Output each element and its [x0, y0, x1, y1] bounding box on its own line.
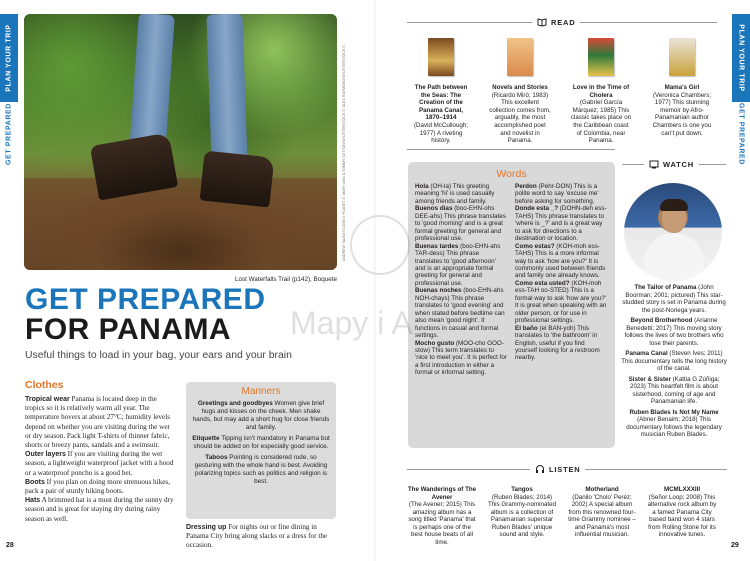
gutter [374, 0, 376, 561]
film-item: Panama Canal (Steven Ives; 2011) This documentary tells the long history of the canal. [621, 350, 727, 372]
words-heading: Words [496, 168, 527, 180]
headphones-icon [535, 464, 545, 474]
page-title-line2: FOR PANAMA [25, 313, 232, 346]
clothes-item: Outer layers If you are visiting during the wet season, a lightweight waterproof jacket with a hood or a waterproof poncho is a good bet. [25, 450, 174, 477]
book-cover [507, 38, 533, 76]
hiking-boots-photo [24, 14, 337, 270]
words-column-1 [415, 183, 508, 377]
page-subtitle: Useful things to load in your bag, your ears and your brain [25, 350, 292, 361]
manners-box [186, 382, 336, 519]
clothes-section [25, 379, 177, 524]
tailor-of-panama-photo [624, 183, 722, 281]
photo-caption: Lost Waterfalls Trail (p142), Boquete [235, 276, 337, 283]
clothes-heading: Clothes [25, 379, 64, 391]
photo-leg-right [206, 14, 247, 165]
page-number-left: 28 [6, 542, 14, 549]
phrase-item: Hola (OH-la) This greeting meaning 'hi' is used casually among friends and family. [415, 183, 495, 205]
phrase-item: Perdon (Pehr-DON) This is a polite word to say 'excuse me' before asking for something. [515, 183, 599, 205]
read-divider [407, 149, 615, 150]
album-item: Motherland (Danilo 'Cholo' Peréz; 2002) A special album from this renowned four-time Grammy nominee – and Panama's most influential musician. [568, 486, 636, 538]
tv-icon [649, 159, 659, 169]
album-item: Tangos (Ruben Blades; 2014) This Grammy-nominated album is a collection of Panamanian superstar Ruben Blades' unique sound and style. [487, 486, 557, 538]
photo-boot-right [200, 150, 275, 207]
clothes-item: Tropical wear Panama is located deep in the tropics so it is relatively warm all year. The temperature hovers at about 27°C; humidity levels depend on whether you are visiting during the wet or dry season. Pack light T-shirts of thinner fabric, shorts or breezy pants, sandals and a swimsuit. [25, 395, 170, 450]
watch-heading: WATCH [644, 159, 699, 169]
manners-item: Etiquette Tipping isn't mandatory in Panama but should be added on for especially good service. [192, 435, 330, 450]
watermark: Mapy i A [290, 215, 460, 335]
globe-icon [350, 215, 410, 275]
manners-item: Taboos Pointing is considered rude, so gesturing with the whole hand is best. Avoiding polarizing topics such as politics and religion is best. [194, 454, 328, 485]
listen-heading: LISTEN [530, 464, 585, 474]
book-cover [428, 38, 454, 76]
words-box [408, 162, 615, 448]
book-cover [588, 38, 614, 76]
film-item: The Tailor of Panama (John Boorman; 2001; pictured) This star-studded story is set in Panama during the post-Noriega years. [622, 284, 726, 314]
side-tab-plan-your-trip[interactable]: PLAN YOUR TRIP [0, 14, 18, 102]
photo-credit: ANDREW TALBOT/LONELY PLANET ©; MARY ANN & TOMMY SUTTON/SHUTTERSTOCK ©; ALEX RAYMOND/SHUTTERSTOCK © [342, 45, 346, 261]
phrase-item: Buenas tardes (boo-EHN-ahs TAR-dess) This phrase translates to 'good afternoon' and is an appropriate formal greeting for general and professional use. [415, 242, 501, 287]
side-label-get-prepared-right: GET PREPARED [737, 103, 745, 165]
film-item: Sister & Sister (Kattia G Zúñiga; 2023) This heartfelt film is about sisterhood, coming of age and Panamanian life. [628, 375, 720, 405]
phrase-item: Buenas noches (boo-EHN-ahs NOH-chays) This phrase translates to 'good evening' and when stated before bedtime can also mean 'good night'. It functions in casual and formal settings. [415, 287, 505, 340]
clothes-item: Boots If you plan on doing more strenuous hikes, pack a pair of sturdy hiking boots. [25, 477, 171, 496]
watch-list [621, 284, 727, 442]
phrase-item: El baño (el BAN-yoh) This translates to 'the bathroom' in English, useful if you find yourself looking for a restroom nearby. [515, 324, 600, 362]
page-title-line1: GET PREPARED [25, 283, 266, 316]
film-item: Ruben Blades Is Not My Name (Abner Benaim; 2018) This documentary follows the legendary musician Ruben Blades. [626, 408, 722, 438]
album-item: The Wanderings of The Avener (The Avener; 2015) This amazing album has a song titled 'Panama' that is perhaps one of the best house beats of all time. [407, 486, 477, 546]
words-column-2 [515, 183, 608, 377]
book-cover [669, 38, 695, 76]
manners-heading: Manners [241, 386, 281, 397]
manners-item: Greetings and goodbyes Women give brief hugs and kisses on the cheek. Men shake hands, but may add a short hug for close friends and family. [192, 400, 330, 431]
read-heading: READ [532, 17, 580, 27]
page-number-right: 29 [731, 542, 739, 549]
phrase-item: Como esta usted? (KOH-moh ess-TAH oo-STED) This is a formal way to ask 'how are you?' It is great when speaking with an older person, or for use in professional settings. [515, 279, 607, 325]
phrase-item: Donde esta _? (DOHN-deh ess-TAHS) This phrase translates to 'where is _?' and is a great way to ask for directions to a destination or location. [515, 205, 607, 243]
dressing-up-text: Dressing up For nights out or fine dining in Panama City bring along slacks or a dress for the occasion. [186, 523, 328, 550]
book-item: Love in the Time of Cholera (Gabriel García Márquez; 1985) This classic takes place on the Caribbean coast of Colombia, near Panama. [570, 38, 632, 145]
book-icon [537, 17, 547, 27]
book-item: The Path between the Seas: The Creation of the Panama Canal, 1870–1914 (David McCullough; 1977) A riveting history. [410, 38, 472, 145]
side-label-get-prepared: GET PREPARED [5, 103, 13, 165]
phrase-item: Como estas? (KOH-moh ess-TAHS) This is a more informal way to ask 'how are you?' It is commonly used between friends and family one already knows. [515, 242, 606, 280]
film-item: Beyond Brotherhood (Arianne Benedetti; 2017) This moving story follows the lives of two brothers who lose their parents. [624, 317, 724, 347]
phrase-item: Mocho gusto (MOO-cho GOO-stow) This term translates to 'nice to meet you'. It is perfect for a first introduction in either a formal or informal setting. [415, 339, 507, 377]
album-item: MCMLXXXIII (Señor Loop; 2008) This alternative rock album by a famed Panama City based band won 4 stars from Rolling Stone for its innovative tunes. [647, 486, 717, 538]
book-item: Mama's Girl (Veronica Chambers; 1977) This stunning memoir by Afro-Panamanian author Chambers is one you can't put down. [651, 38, 713, 137]
clothes-item: Hats A brimmed hat is a must during the sunny dry season and is great for staying dry during rainy season as well. [25, 496, 174, 523]
book-item: Novels and Stories (Ricardo Miró; 1983) This excellent collection comes from, arguably, the most accomplished poet and novelist in Panama. [489, 38, 551, 145]
phrase-item: Buenos dias (boo-EHN-ohs DEE-ahs) This phrase translates to 'good morning' and is a great formal greeting for general and professional use. [415, 205, 506, 243]
side-tab-plan-your-trip-right[interactable]: PLAN YOUR TRIP [732, 14, 750, 102]
